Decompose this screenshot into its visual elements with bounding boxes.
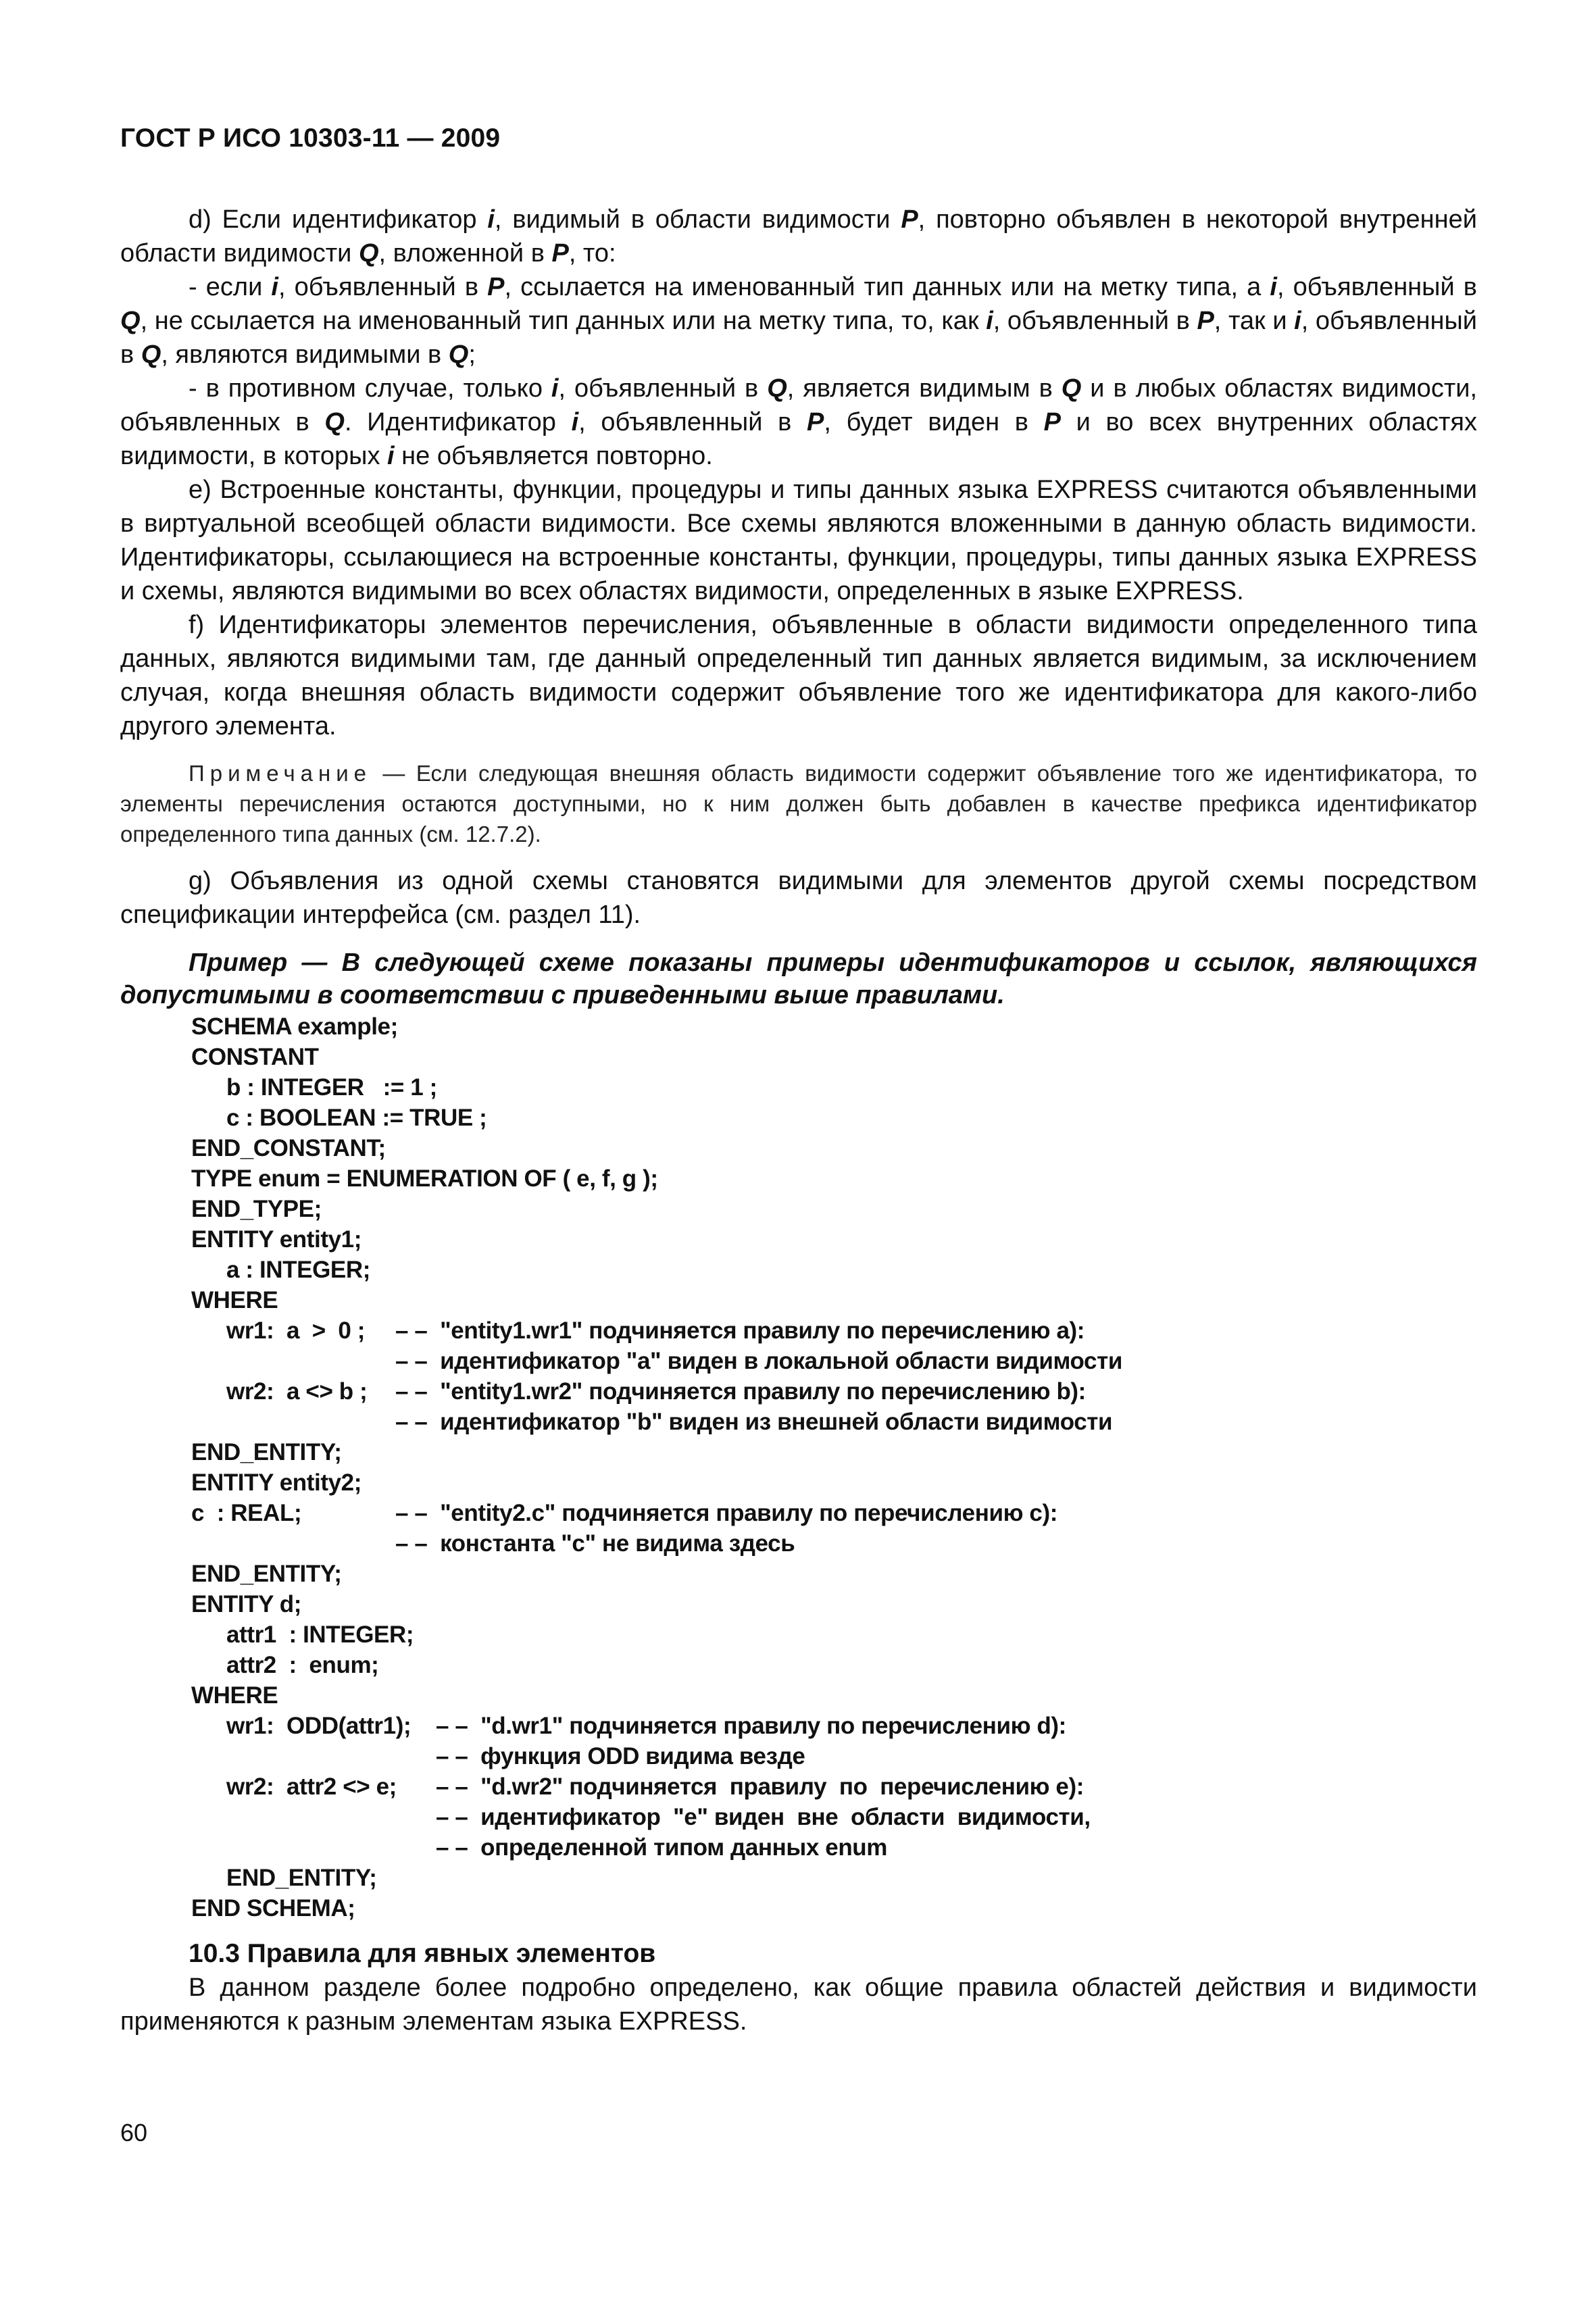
- code-statement: wr2: attr2 <> e;: [226, 1774, 397, 1800]
- code-statement: END_ENTITY;: [191, 1439, 342, 1465]
- code-comment: – – "d.wr1" подчиняется правилу по перечислению d):: [436, 1713, 1066, 1739]
- code-comment: – – "entity2.c" подчиняется правилу по перечислению c):: [395, 1500, 1057, 1526]
- code-line: [191, 1042, 1477, 1072]
- code-statement: CONSTANT: [191, 1044, 319, 1070]
- code-statement: END_ENTITY;: [226, 1865, 377, 1891]
- code-statement: TYPE enum = ENUMERATION OF ( e, f, g );: [191, 1165, 658, 1192]
- code-line: [191, 1407, 1477, 1437]
- code-line: [191, 1711, 1477, 1741]
- code-statement: a : INTEGER;: [226, 1257, 370, 1283]
- paragraph-d-case-1: - если i, объявленный в P, ссылается на именованный тип данных или на метку типа, а i, объявленный в Q, не ссылается на именованный тип данных или на метку типа, то, как i, объявленный в P, так и i, объявленный в Q, являются видимыми в Q;: [120, 273, 1478, 369]
- code-statement: WHERE: [191, 1287, 278, 1313]
- code-statement: attr2 : enum;: [226, 1652, 379, 1678]
- code-line: [191, 1802, 1477, 1832]
- code-statement: b : INTEGER := 1 ;: [226, 1074, 437, 1101]
- code-comment: – – "d.wr2" подчиняется правилу по перечислению e):: [436, 1774, 1084, 1800]
- code-comment: – – "entity1.wr2" подчиняется правилу по перечислению b):: [395, 1378, 1086, 1405]
- code-line: [191, 1832, 1477, 1863]
- code-comment: – – идентификатор "b" виден из внешней области видимости: [395, 1409, 1113, 1435]
- paragraph-g: g) Объявления из одной схемы становятся видимыми для элементов другой схемы посредством спецификации интерфейса (см. раздел 11).: [120, 867, 1477, 929]
- code-line: [191, 1498, 1477, 1528]
- code-line: [191, 1619, 1477, 1650]
- page-number: 60: [120, 2119, 148, 2146]
- code-line: [191, 1437, 1477, 1467]
- code-line: [191, 1224, 1477, 1255]
- paragraph-d-case-2: - в противном случае, только i, объявленный в Q, является видимым в Q и в любых областях видимости, объявленных в Q. Идентификатор i, объявленный в P, будет виден в P и во всех внутренних областях видимости, в которых i не объявляется повторно.: [120, 374, 1478, 470]
- code-line: [191, 1680, 1477, 1711]
- page-body: [120, 203, 1477, 2038]
- code-statement: SCHEMA example;: [191, 1013, 398, 1040]
- code-line: [191, 1528, 1477, 1559]
- code-line: [191, 1072, 1477, 1103]
- code-line: [191, 1771, 1477, 1802]
- code-line: [191, 1863, 1477, 1893]
- code-comment: – – идентификатор "a" виден в локальной области видимости: [395, 1348, 1122, 1374]
- code-line: [191, 1163, 1477, 1194]
- code-statement: ENTITY entity2;: [191, 1469, 362, 1496]
- code-statement: wr1: ODD(attr1);: [226, 1713, 412, 1739]
- example-intro: Пример — В следующей схеме показаны примеры идентификаторов и ссылок, являющихся допустимыми в соответствии с приведенными выше правилами.: [120, 949, 1477, 1009]
- code-statement: attr1 : INTEGER;: [226, 1621, 414, 1648]
- code-statement: wr1: a > 0 ;: [226, 1317, 366, 1344]
- document-header: ГОСТ Р ИСО 10303-11 — 2009: [120, 124, 501, 153]
- code-comment: – – идентификатор "e" виден вне области видимости,: [436, 1804, 1091, 1830]
- code-comment: – – функция ODD видима везде: [436, 1743, 805, 1769]
- express-code-example: [191, 1011, 1477, 1923]
- code-line: [191, 1650, 1477, 1680]
- code-line: [191, 1467, 1477, 1498]
- code-statement: END SCHEMA;: [191, 1895, 355, 1921]
- code-line: [191, 1741, 1477, 1771]
- code-line: [191, 1255, 1477, 1285]
- paragraph-f: f) Идентификаторы элементов перечисления, объявленные в области видимости определенного типа данных, являются видимыми там, где данный определенный тип данных является видимым, за исключением случая, когда внешняя область видимости содержит объявление того же идентификатора для какого-либо другого элемента.: [120, 611, 1477, 740]
- code-statement: WHERE: [191, 1682, 278, 1709]
- code-comment: – – "entity1.wr1" подчиняется правилу по перечислению a):: [395, 1317, 1085, 1344]
- code-line: [191, 1194, 1477, 1224]
- paragraph-d: d) Если идентификатор i, видимый в области видимости P, повторно объявлен в некоторой внутренней области видимости Q, вложенной в P, то:: [120, 205, 1477, 268]
- section-title: 10.3 Правила для явных элементов: [189, 1939, 656, 1968]
- code-statement: END_CONSTANT;: [191, 1135, 386, 1161]
- code-line: [191, 1589, 1477, 1619]
- code-line: [191, 1315, 1477, 1346]
- code-line: [191, 1133, 1477, 1163]
- code-line: [191, 1893, 1477, 1923]
- code-line: [191, 1011, 1477, 1042]
- code-line: [191, 1346, 1477, 1376]
- code-statement: END_TYPE;: [191, 1196, 322, 1222]
- code-line: [191, 1559, 1477, 1589]
- section-text: В данном разделе более подробно определено, как общие правила областей действия и видимости применяются к разным элементам языка EXPRESS.: [120, 1973, 1477, 2036]
- code-statement: c : REAL;: [191, 1500, 302, 1526]
- code-statement: c : BOOLEAN := TRUE ;: [226, 1105, 487, 1131]
- code-statement: END_ENTITY;: [191, 1561, 342, 1587]
- code-comment: – – определенной типом данных enum: [436, 1834, 888, 1861]
- code-line: [191, 1376, 1477, 1407]
- code-line: [191, 1103, 1477, 1133]
- code-comment: – – константа "c" не видима здесь: [395, 1530, 795, 1557]
- code-statement: wr2: a <> b ;: [226, 1378, 368, 1405]
- note: Примечание — Если следующая внешняя область видимости содержит объявление того же идентификатора, то элементы перечисления остаются доступными, но к ним должен быть добавлен в качестве префикса идентификатор определенного типа данных (см. 12.7.2).: [120, 761, 1477, 847]
- code-line: [191, 1285, 1477, 1315]
- paragraph-e: e) Встроенные константы, функции, процедуры и типы данных языка EXPRESS считаются объявленными в виртуальной всеобщей области видимости. Все схемы являются вложенными в данную область видимости. Идентификаторы, ссылающиеся на встроенные константы, функции, процедуры, типы данных языка EXPRESS и схемы, являются видимыми во всех областях видимости, определенных в языке EXPRESS.: [120, 476, 1477, 605]
- code-statement: ENTITY entity1;: [191, 1226, 362, 1253]
- code-statement: ENTITY d;: [191, 1591, 301, 1617]
